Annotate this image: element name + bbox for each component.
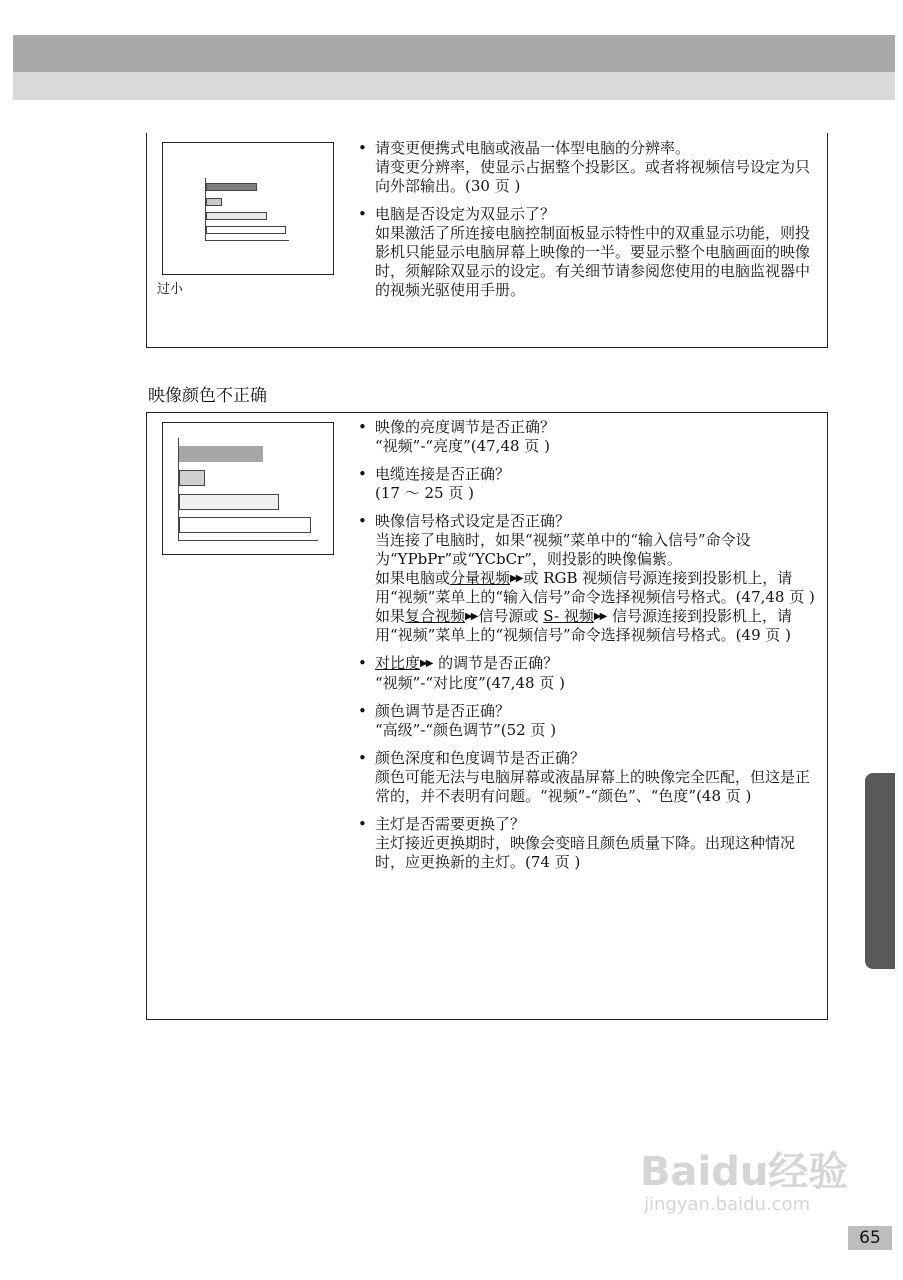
list-item: • 请变更便携式电脑或液晶一体型电脑的分辨率。 请变更分辨率，使显示占据整个投影区。或者将视频信号设定为只向外部输出。(30 页 ) bbox=[357, 138, 819, 196]
illustration-bar bbox=[206, 212, 267, 220]
list-item: • 电缆连接是否正确？ (17 ～ 25 页 ) bbox=[357, 464, 819, 503]
list-item: • 对比度▶▶ 的调节是否正确？ “视频”-“对比度”(47,48 页 ) bbox=[357, 653, 819, 693]
watermark-logo: Baidu经验 bbox=[640, 1149, 849, 1195]
glossary-arrow-icon: ▶▶ bbox=[593, 611, 606, 622]
color-image-illustration bbox=[162, 422, 334, 555]
glossary-arrow-icon: ▶▶ bbox=[465, 611, 477, 622]
small-image-illustration bbox=[162, 142, 334, 275]
illustration-bar bbox=[179, 517, 311, 533]
list-item: • 颜色深度和色度调节是否正确？ 颜色可能无法与电脑屏幕或液晶屏幕上的映像完全匹配，但这是正常的，并不表明有问题。“视频”-“颜色”、“色度”(48 页 ) bbox=[357, 748, 819, 806]
watermark bbox=[640, 1150, 848, 1216]
illustration-bar bbox=[206, 183, 257, 191]
section-title: 映像颜色不正确 bbox=[148, 386, 267, 406]
check-list bbox=[357, 417, 819, 880]
glossary-link-contrast[interactable]: 对比度 bbox=[375, 654, 421, 672]
list-item: • 映像信号格式设定是否正确？ 当连接了电脑时，如果“视频”菜单中的“输入信号”命令设为“YPbPr”或“YCbCr”，则投影的映像偏紫。 如果电脑或分量视频▶▶ 或 RGB 视频信号源连接到投影机上，请用“视频”菜单上的“输入信号”命令选择视频信号格式。(47,48 页 ) 如果复合视频▶▶ 信号源或 S- 视频▶▶ 信号源连接到投影机上，请用“视频”菜单上的“视频信号”命令选择视频信号格式。(49 页 ) bbox=[357, 511, 819, 645]
list-item: • 电脑是否设定为双显示了？ 如果激活了所连接电脑控制面板显示特性中的双重显示功能，则投影机只能显示电脑屏幕上映像的一半。要显示整个电脑画面的映像时，须解除双显示的设定。有关细节请参阅您使用的电脑监视器中的视频光驱使用手册。 bbox=[357, 204, 819, 300]
troubleshoot-box-small-image bbox=[146, 133, 828, 348]
troubleshoot-box-color bbox=[146, 412, 828, 1020]
glossary-link-s-video[interactable]: S- 视频 bbox=[543, 607, 594, 625]
illustration-bar bbox=[179, 470, 205, 486]
illustration-bar bbox=[179, 494, 279, 510]
glossary-arrow-icon: ▶▶ bbox=[420, 658, 432, 669]
glossary-link-composite-video[interactable]: 复合视频 bbox=[405, 607, 466, 625]
glossary-arrow-icon: ▶▶ bbox=[510, 573, 522, 584]
illustration-bar bbox=[206, 198, 222, 206]
list-item: • 主灯是否需要更换了？ 主灯接近更换期时，映像会变暗且颜色质量下降。出现这种情况时，应更换新的主灯。(74 页 ) bbox=[357, 814, 819, 872]
illustration-caption: 过小 bbox=[157, 282, 184, 297]
chapter-side-tab bbox=[865, 773, 895, 969]
list-item: • 颜色调节是否正确？ “高级”-“颜色调节”(52 页 ) bbox=[357, 701, 819, 740]
list-item: • 映像的亮度调节是否正确？ “视频”-“亮度”(47,48 页 ) bbox=[357, 417, 819, 456]
watermark-url: jingyan.baidu.com bbox=[644, 1194, 811, 1215]
illustration-bar bbox=[206, 226, 286, 234]
check-list bbox=[357, 138, 819, 308]
glossary-link-component-video[interactable]: 分量视频 bbox=[450, 569, 511, 587]
page-number: 65 bbox=[848, 1226, 892, 1250]
header-band-light bbox=[13, 72, 895, 100]
header-band-dark bbox=[13, 35, 895, 72]
illustration-bar bbox=[179, 446, 263, 462]
